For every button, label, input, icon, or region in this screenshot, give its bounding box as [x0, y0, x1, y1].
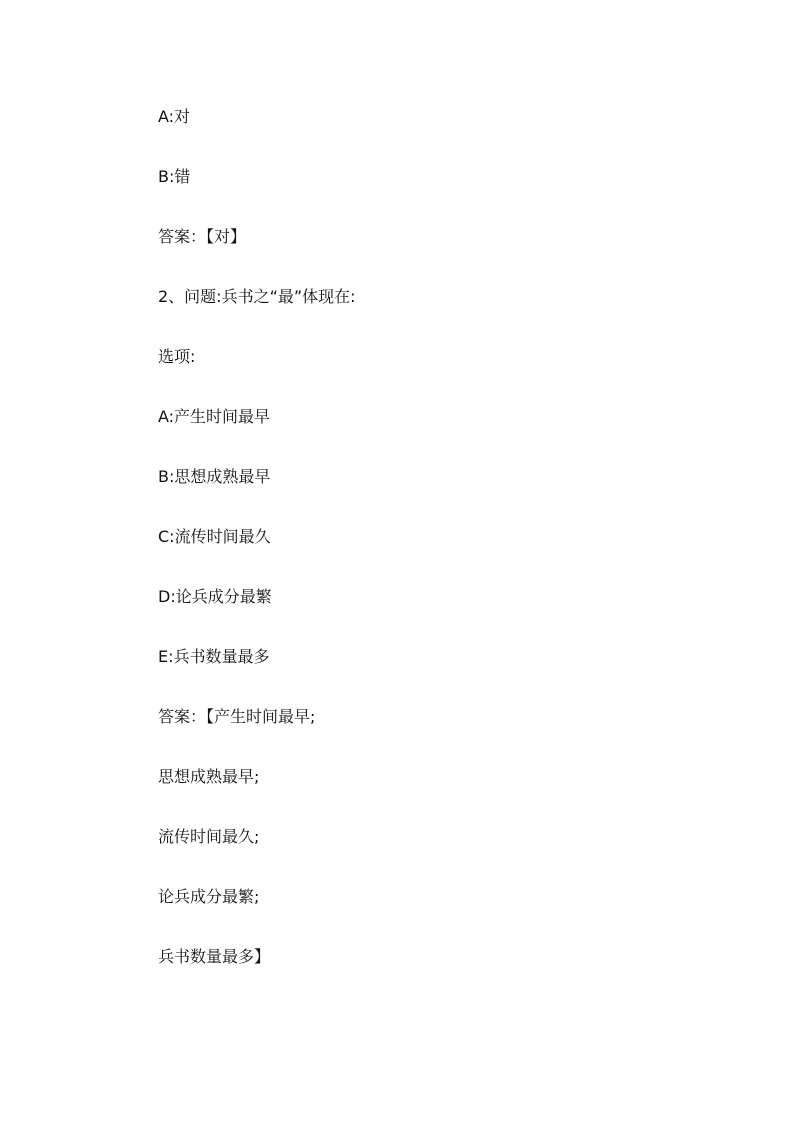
answer-prev: 答案：【对】	[158, 227, 247, 246]
option-e: E:兵书数量最多	[158, 647, 270, 666]
document-content	[158, 105, 718, 1005]
option-a-prev: A:对	[158, 107, 191, 126]
answer-line-5: 兵书数量最多】	[158, 947, 271, 966]
option-b: B:思想成熟最早	[158, 467, 271, 486]
options-label: 选项:	[158, 347, 196, 366]
option-a: A:产生时间最早	[158, 407, 271, 426]
option-b-prev: B:错	[158, 167, 191, 186]
answer-line-2: 思想成熟最早;	[158, 767, 260, 786]
option-d: D:论兵成分最繁	[158, 587, 272, 606]
answer-line-4: 论兵成分最繁;	[158, 887, 260, 906]
answer-line-3: 流传时间最久;	[158, 827, 260, 846]
option-c: C:流传时间最久	[158, 527, 271, 546]
answer-line-1: 答案：【产生时间最早;	[158, 707, 316, 726]
question-2: 2、问题:兵书之“最”体现在:	[158, 287, 356, 306]
